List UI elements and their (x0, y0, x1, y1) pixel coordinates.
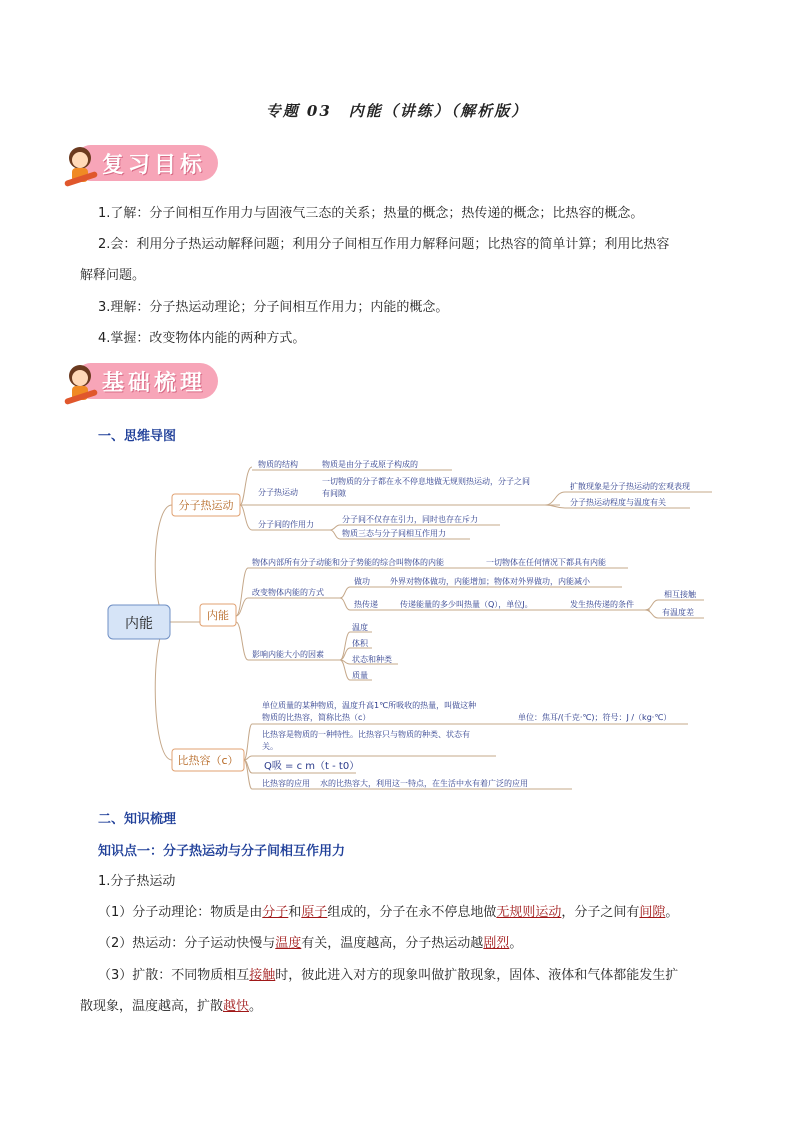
goal-1: 1.了解：分子间相互作用力与固液气三态的关系；热量的概念；热传递的概念；比热容的概念。 (98, 206, 644, 221)
mindmap-root-label: 内能 (125, 616, 153, 632)
goal-4: 4.掌握：改变物体内能的两种方式。 (98, 331, 306, 346)
mindmap-node: 体积 (352, 639, 368, 648)
mindmap-node: 热传递 (354, 600, 378, 609)
mindmap-node: 关。 (262, 742, 278, 751)
mindmap-node: 有间隙 (322, 489, 346, 498)
banner-text: 基础梳理 (102, 370, 207, 396)
paragraph-1: （1）分子动理论：物质是由分子和原子组成的，分子在永不停息地做无规则运动，分子之间有间隙。 (98, 905, 679, 920)
goal-2: 2.会：利用分子热运动解释问题；利用分子间相互作用力解释问题；比热容的简单计算；利用比热容 (98, 237, 670, 252)
banner-basics (62, 360, 222, 406)
banner-review-goals (62, 142, 222, 188)
banner-text: 复习目标 (102, 152, 207, 178)
section-knowledge-heading: 二、知识梳理 (98, 812, 177, 827)
paragraph-3: （3）扩散：不同物质相互接触时，彼此进入对方的现象叫做扩散现象，固体、液体和气体都能发生扩 (98, 968, 679, 983)
mindmap-node: 相互接触 (664, 590, 696, 599)
mindmap-node: 物质是由分子或原子构成的 (322, 460, 418, 469)
mindmap-branch-label: 比热容（c） (177, 754, 239, 767)
answer-blank: 原子 (301, 905, 328, 920)
cartoon-girl-icon (62, 360, 102, 410)
section-mindmap-heading: 一、思维导图 (98, 429, 177, 444)
mindmap-node: 物质三态与分子间相互作用力 (342, 529, 446, 538)
mindmap-node: 做功 (354, 577, 370, 586)
mind-map (0, 450, 794, 800)
mindmap-node: 分子间不仅存在引力，同时也存在斥力 (342, 515, 478, 524)
mindmap-node: 影响内能大小的因素 (252, 650, 324, 659)
cartoon-girl-icon (62, 142, 102, 192)
mindmap-node: 分子间的作用力 (258, 520, 314, 529)
mindmap-node: 分子热运动 (258, 488, 298, 497)
mindmap-node: 水的比热容大，利用这一特点，在生活中水有着广泛的应用 (320, 779, 528, 788)
mindmap-node: 改变物体内能的方式 (252, 588, 324, 597)
mindmap-node: 一切物体在任何情况下都具有内能 (486, 558, 606, 567)
answer-blank: 间隙 (639, 905, 666, 920)
mindmap-node: 比热容是物质的一种特性。比热容只与物质的种类、状态有 (262, 730, 470, 739)
mindmap-node: 物质的结构 (258, 460, 298, 469)
mindmap-branch-label: 内能 (207, 609, 229, 622)
mindmap-node: 分子热运动程度与温度有关 (570, 498, 666, 507)
answer-blank: 温度 (275, 936, 302, 951)
sub-heading-1: 1.分子热运动 (98, 874, 176, 889)
mindmap-node: 发生热传递的条件 (570, 600, 634, 609)
mindmap-node: 有温度差 (662, 608, 694, 617)
answer-blank: 越快 (223, 999, 250, 1014)
mindmap-node: 质量 (352, 671, 368, 680)
mindmap-node: 物质的比热容，简称比热（c） (262, 713, 371, 722)
mindmap-node: 物体内部所有分子动能和分子势能的综合叫物体的内能 (252, 558, 444, 567)
mindmap-node: 比热容的应用 (262, 779, 310, 788)
mindmap-node: 温度 (352, 623, 368, 632)
answer-blank: 无规则运动 (496, 905, 562, 920)
mindmap-node: 扩散现象是分子热运动的宏观表现 (570, 482, 690, 491)
paragraph-3-cont: 散现象，温度越高，扩散越快。 (80, 999, 263, 1014)
knowledge-point-1-title: 知识点一：分子热运动与分子间相互作用力 (98, 844, 346, 859)
goal-2-cont: 解释问题。 (80, 268, 146, 283)
mindmap-branch-label: 分子热运动 (178, 499, 234, 512)
mindmap-node: 状态和种类 (352, 655, 392, 664)
mindmap-node: 外界对物体做功，内能增加；物体对外界做功，内能减小 (390, 577, 590, 586)
paragraph-2: （2）热运动：分子运动快慢与温度有关，温度越高，分子热运动越剧烈。 (98, 936, 523, 951)
answer-blank: 分子 (262, 905, 289, 920)
mindmap-node: 单位质量的某种物质，温度升高1℃所吸收的热量，叫做这种 (262, 701, 477, 710)
answer-blank: 接触 (249, 968, 276, 983)
mindmap-node: 单位：焦耳/(千克·℃)；符号：J /（kg·℃） (518, 713, 672, 722)
document-title: 专题 03 内能（讲练）（解析版） (265, 102, 529, 120)
mindmap-node: 一切物质的分子都在永不停息地做无规则热运动，分子之间 (322, 477, 530, 486)
mindmap-node: 传递能量的多少叫热量（Q），单位J。 (400, 600, 533, 609)
goal-3: 3.理解：分子热运动理论；分子间相互作用力；内能的概念。 (98, 300, 449, 315)
answer-blank: 剧烈 (483, 936, 510, 951)
mindmap-formula: Q吸 = c m（t - t0） (264, 761, 360, 772)
